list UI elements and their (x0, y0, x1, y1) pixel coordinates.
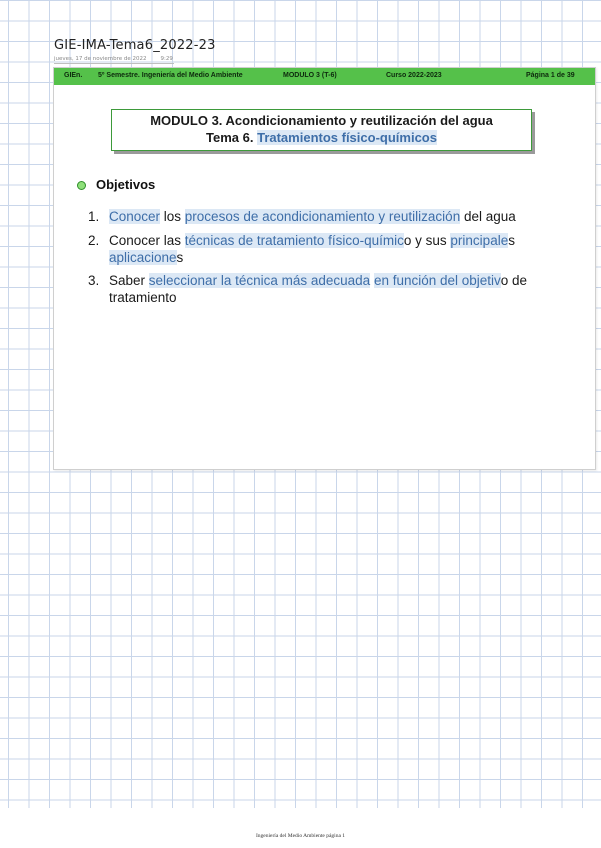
objective-segment: técnicas de tratamiento físico-químic (184, 233, 404, 248)
page-footer: Ingeniería del Medio Ambiente página 1 (255, 833, 346, 839)
time-text: 9:29 (160, 56, 173, 62)
objective-segment: aplicacione (109, 250, 177, 265)
objective-segment: seleccionar la técnica más adecuada (148, 273, 371, 288)
objective-segment: o de (500, 273, 528, 288)
header-semester: 5º Semestre. Ingeniería del Medio Ambiente (98, 72, 243, 79)
header-page: Página 1 de 39 (526, 72, 575, 79)
document-date (54, 56, 173, 62)
title-prefix: Tema 6. (206, 130, 258, 145)
objective-text-line2 (109, 289, 177, 306)
objective-segment: Conocer las (109, 233, 185, 248)
date-text: jueves, 17 de noviembre de 2022 (54, 56, 147, 62)
objective-segment: s (508, 233, 515, 248)
date-divider (54, 63, 174, 64)
section-title: Objetivos (96, 177, 156, 192)
objective-text-line2 (109, 249, 183, 266)
slide (53, 67, 596, 470)
slide-title-box (111, 109, 532, 151)
header-module: MODULO 3 (T-6) (283, 72, 337, 79)
slide-title-line2 (112, 130, 531, 145)
document-title: GIE-IMA-Tema6_2022-23 (54, 38, 216, 53)
slide-title-line1: MODULO 3. Acondicionamiento y reutilización del agua (150, 113, 493, 128)
objective-number: 3. (88, 273, 100, 288)
objective-segment: del agua (460, 209, 516, 224)
objective-segment: principale (450, 233, 509, 248)
objective-segment: en función del objetiv (373, 273, 501, 288)
objective-text (109, 232, 515, 249)
header-program: GIEn. (64, 72, 83, 79)
objective-text (109, 272, 527, 289)
objective-number: 2. (88, 233, 100, 248)
objective-text (109, 208, 516, 225)
objective-segment: Conocer (109, 209, 161, 224)
objective-segment: procesos de acondicionamiento y reutilización (184, 209, 461, 224)
title-highlight: Tratamientos físico-químicos (257, 130, 437, 145)
slide-header-bar (54, 68, 595, 85)
page-bottom-margin (0, 808, 601, 848)
objective-segment: Saber (109, 273, 149, 288)
objective-segment: tratamiento (109, 290, 177, 305)
objective-segment: o y sus (403, 233, 451, 248)
objective-number: 1. (88, 209, 100, 224)
bullet-icon (77, 181, 86, 190)
header-course: Curso 2022-2023 (386, 72, 442, 79)
objective-segment: s (176, 250, 184, 265)
objective-segment: los (160, 209, 185, 224)
